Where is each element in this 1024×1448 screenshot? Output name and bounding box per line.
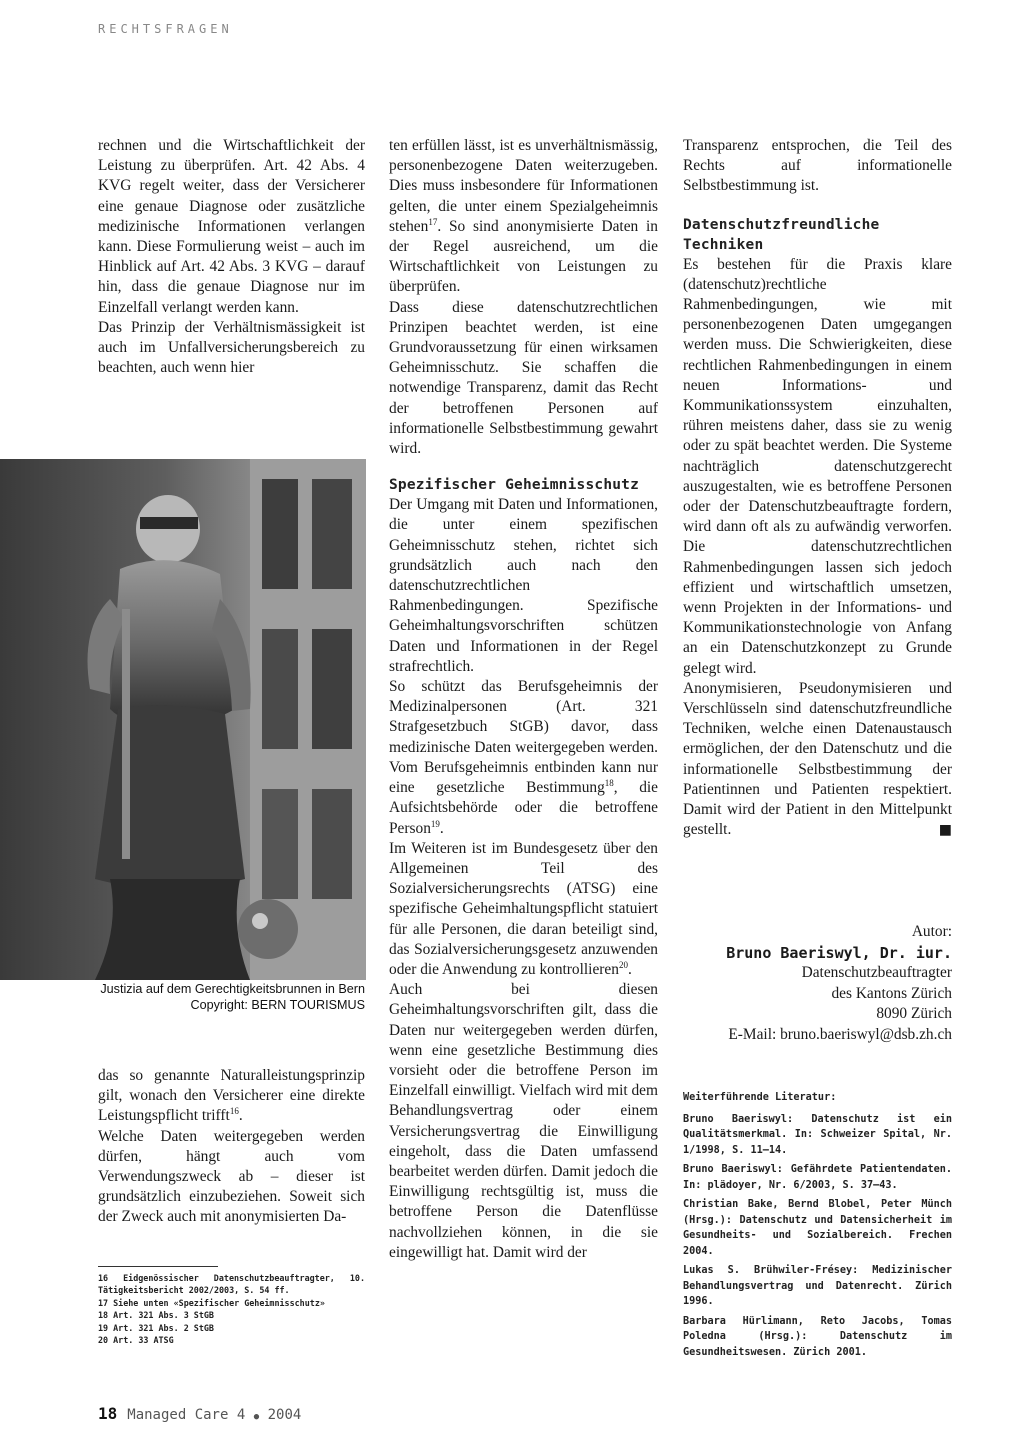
statue-photo-image [0,459,366,980]
literature-item: Barbara Hürlimann, Reto Jacobs, Tomas Poledna (Hrsg.): Datenschutz im Gesundheitswesen. Zürich 2001. [683,1315,952,1358]
author-role: Datenschutzbeauftragter [801,964,952,981]
footnote-ref: 19 [430,818,440,829]
paragraph: ten erfüllen lässt, ist es unverhältnismässig, personenbezogene Daten weiterzugeben. Dies muss insbesondere für Informationen gelten, die unter einem Spezialgeheimnis stehen$^{17}$. So sind anonymisierte Daten in der Regel ausreichend, um die Wirtschaftlichkeit von Leistungen zu überprüfen. [389,137,658,296]
further-reading-heading: Weiterführende Literatur: [683,1092,837,1103]
literature-item: Bruno Baeriswyl: Datenschutz ist ein Qualitätsmerkmal. In: Schweizer Spital, Nr. 1/1998, S. 11–14. [683,1113,952,1156]
section-header: RECHTSFRAGEN [98,22,233,36]
literature-item: Bruno Baeriswyl: Gefährdete Patientendaten. In: plädoyer, Nr. 6/2003, S. 37–43. [683,1164,952,1191]
paragraph: Auch bei diesen Geheimhaltungsvorschriften gilt, dass die Daten nur weitergegeben werden dürfen, wenn eine gesetzliche Bestimmung dies vorsieht oder die betroffene Person im Einzelfall einwilligt. Vielfach wird mit dem Behandlungsvertrag oder einem Versicherungsvertrag die Einwilligung eingeholt, dass die Daten umfassend bearbeitet werden dürfen. Damit jedoch die Einwilligung rechtsgültig ist, muss die betroffene Person die Datenflüsse nachvollziehen können, in die sie eingewilligt hat. Damit wird der [389,981,658,1261]
literature-item: Christian Bake, Bernd Blobel, Peter Münch (Hrsg.): Datenschutz und Datensicherheit im Gesundheits- und Sozialbereich. Frechen 2004. [683,1199,952,1257]
paragraph: das so genannte Naturalleistungsprinzip gilt, wonach den Versicherer eine direkte Leistungspflicht trifft$^{16}$. [98,1067,365,1125]
page-number: 18 [98,1404,118,1423]
footnote-ref: 20 [618,959,628,970]
footnote: 17 Siehe unten «Spezifischer Geheimnisschutz» [98,1297,325,1308]
section-heading: Spezifischer Geheimnisschutz [389,477,640,494]
author-org: des Kantons Zürich [831,984,952,1002]
magazine-name: Managed Care [127,1407,229,1423]
caption-copyright: Copyright: BERN TOURISMUS [190,998,365,1012]
paragraph: Der Umgang mit Daten und Informationen, die unter einem spezifischen Geheimnisschutz stehen, richtet sich grundsätzlich auch nach den datenschutzrechtlichen Rahmenbedingungen. Spezifische Geheimhaltungsvorschriften schützen Daten und Informationen in der Regel strafrechtlich. [389,496,658,675]
paragraph: Transparenz entsprochen, die Teil des Rechts auf informationelle Selbstbestimmung ist. [683,137,952,195]
column-1-bottom [98,1066,365,1228]
literature-item: Lukas S. Brühwiler-Frésey: Medizinischer Behandlungsvertrag und Datenrecht. Zürich 1996. [683,1265,952,1307]
footnote-divider [98,1266,218,1267]
issue-number: 4 [236,1407,246,1423]
issue-year: 2004 [267,1407,302,1423]
column-3 [683,136,952,841]
further-reading [683,1090,952,1364]
paragraph: Es bestehen für die Praxis klare (datenschutz)rechtliche Rahmenbedingungen, wie mit personenbezogenen Daten umgegangen werden muss. Die Schwierigkeiten, diese rechtlichen Rahmenbedingungen in einem neuen Informations- und Kommunikationssystem einzuhalten, rühren meistens daher, dass sie zu wenig oder zu spät beachtet werden. Die Systeme nachträglich datenschutzgerecht auszugestalten, wie es betroffene Personen oder der Datenschutzbeauftragte fordern, wird dann oft als zu aufwändig verworfen. Die datenschutzrechtlichen Rahmenbedingungen lassen sich jedoch effizient und wirtschaftlich umsetzen, wenn Projekten in der Informations- und Kommunikationstechnologie von Anfang an ein Datenschutzkonzept zu Grunde gelegt wird. [683,255,952,677]
paragraph: Anonymisieren, Pseudonymisieren und Verschlüsseln sind datenschutzfreundliche Techniken, welche einen Datenaustausch ermöglichen, der den Datenschutz und die informationelle Selbstbestimmung der Patientinnen und Patienten respektiert. Damit wird der Patient in den Mittelpunkt gestellt. ■ [683,679,952,841]
section-heading: Datenschutzfreundliche Techniken [683,216,880,253]
footnote: 20 Art. 33 ATSG [98,1335,174,1346]
issue-separator: ● [253,1412,260,1422]
end-of-article-mark: ■ [938,822,952,839]
paragraph: rechnen und die Wirtschaftlichkeit der Leistung zu überprüfen. Art. 42 Abs. 4 KVG regelt weiter, dass der Versicherer eine genaue Diagnose oder zusätzliche medizinische Informationen verlangen kann. Diese Formulierung weist – auch im Hinblick auf Art. 42 Abs. 3 KVG – darauf hin, dass die genaue Diagnose nur im Einzelfall verlangt werden kann. [98,137,365,316]
footnote-ref: 18 [604,777,614,788]
footnotes [98,1272,365,1346]
author-email[interactable]: E-Mail: bruno.baeriswyl@dsb.zh.ch [728,1025,952,1043]
paragraph: So schützt das Berufsgeheimnis der Medizinalpersonen (Art. 321 Strafgesetzbuch StGB) davor, dass medizinische Daten weitergegeben werden. Vom Berufsgeheimnis entbinden kann nur eine gesetzliche Bestimmung$^{18}$, die Aufsichtsbehörde oder die betroffene Person$^{19}$. [389,678,659,837]
caption-title: Justizia auf dem Gerechtigkeitsbrunnen in Bern [100,982,365,996]
footnote-ref: 17 [428,216,438,227]
footnote-ref: 16 [229,1106,239,1117]
paragraph: Im Weiteren ist im Bundesgesetz über den Allgemeinen Teil des Sozialversicherungsrechts (ATSG) eine spezifische Geheimhaltungspflicht statuiert für alle Personen, die daran beteiligt sind, das Sozialversicherungsgesetz anzuwenden oder die Anwendung zu kontrollieren$^{20}$. [389,839,658,978]
footnote: 19 Art. 321 Abs. 2 StGB [98,1322,214,1333]
photo-caption [20,981,365,1013]
author-city: 8090 Zürich [876,1005,952,1022]
justizia-statue-photo [0,459,366,980]
author-label: Autor: [911,923,952,940]
footnote: 18 Art. 321 Abs. 3 StGB [98,1310,214,1321]
author-block [683,922,952,1045]
paragraph: Dass diese datenschutzrechtlichen Prinzipen beachtet werden, ist eine Grundvoraussetzung für einen wirksamen Geheimnisschutz. Sie schaffen die notwendige Transparenz, damit das Recht der betroffenen Personen auf informationelle Selbstbestimmung gewahrt wird. [389,298,658,458]
footnote: 16 Eidgenössischer Datenschutzbeauftragter, 10. Tätigkeitsbericht 2002/2003, S. 54 ff. [98,1273,365,1296]
column-2 [389,136,658,1263]
paragraph: Welche Daten weitergegeben werden dürfen, hängt auch vom Verwendungszweck ab – dieser ist grundsätzlich einzubeziehen. Soweit sich der Zweck auch mit anonymisierten Da- [98,1127,365,1226]
page-footer [98,1404,301,1423]
author-name: Bruno Baeriswyl, Dr. iur. [726,943,952,962]
column-1-top [98,136,365,378]
paragraph: Das Prinzip der Verhältnismässigkeit ist auch im Unfallversicherungsbereich zu beachten, auch wenn hier [98,318,365,377]
